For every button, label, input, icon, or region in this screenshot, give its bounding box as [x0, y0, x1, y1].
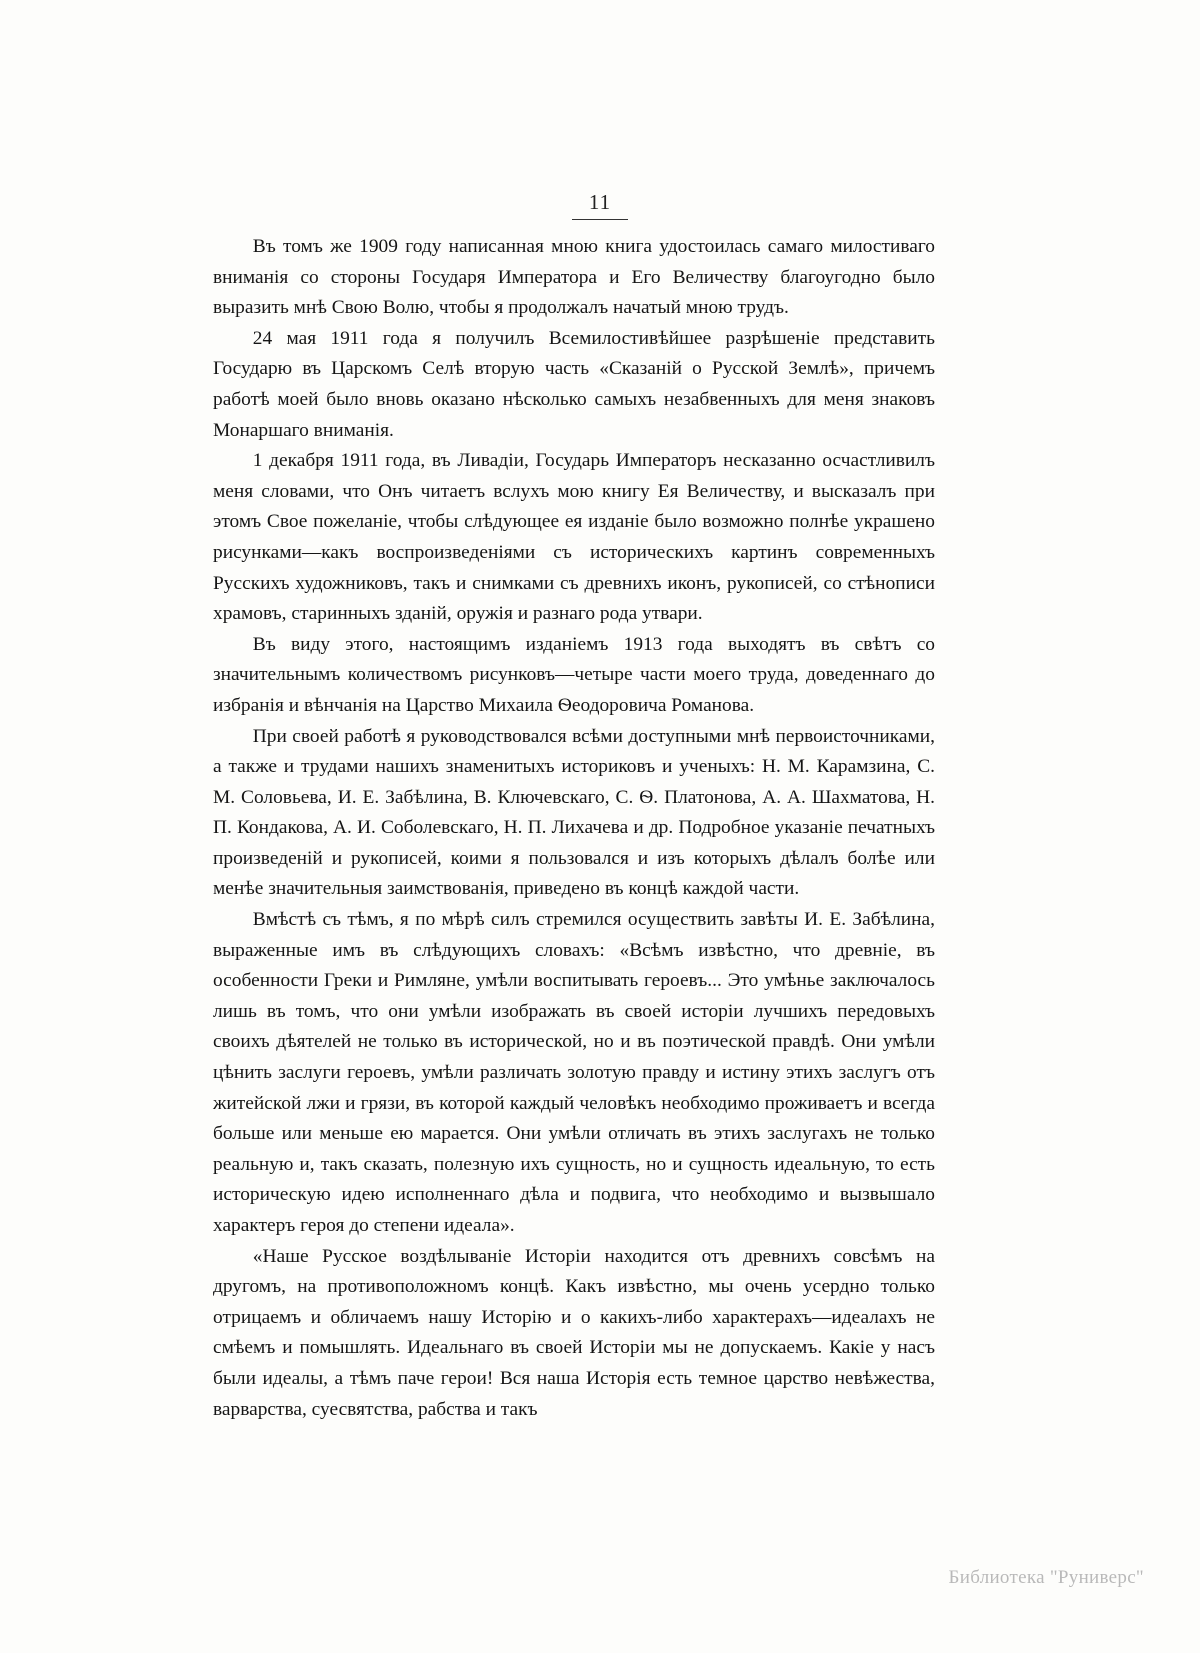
paragraph: 1 декабря 1911 года, въ Ливадіи, Государь Императоръ несказанно осчастливилъ меня словами, что Онъ читаетъ вслухъ мою книгу Ея Величеству, и высказалъ при этомъ Свое пожеланіе, чтобы слѣдующее ея изданіе было возможно полнѣе украшено рисунками—какъ воспроизведеніями съ историческихъ картинъ современныхъ Русскихъ художниковъ, такъ и снимками съ древнихъ иконъ, рукописей, со стѣнописи храмовъ, старинныхъ зданій, оружія и разнаго рода утвари.: [213, 450, 935, 625]
page-body: [213, 232, 935, 1425]
paragraph: Въ томъ же 1909 году написанная мною книга удостоилась самаго милостиваго вниманія со стороны Государя Императора и Его Величеству благоугодно было выразить мнѣ Свою Волю, чтобы я продолжалъ начатый мною трудъ.: [213, 236, 935, 319]
paragraph: При своей работѣ я руководствовался всѣми доступными мнѣ первоисточниками, а также и трудами нашихъ знаменитыхъ историковъ и ученыхъ: Н. М. Карамзина, С. М. Соловьева, И. Е. Забѣлина, В. Ключевскаго, С. Ѳ. Платонова, А. А. Шахматова, Н. П. Кондакова, А. И. Соболевскаго, Н. П. Лихачева и др. Подробное указаніе печатныхъ произведеній и рукописей, коими я пользовался и изъ которыхъ дѣлалъ болѣе или менѣе значительныя заимствованія, приведено въ концѣ каждой части.: [213, 725, 935, 900]
paragraph: Вмѣстѣ съ тѣмъ, я по мѣрѣ силъ стремился осуществить завѣты И. Е. Забѣлина, выраженные имъ въ слѣдующихъ словахъ: «Всѣмъ извѣстно, что древніе, въ особенности Греки и Римляне, умѣли воспитывать героевъ... Это умѣнье заключалось лишь въ томъ, что они умѣли изображать въ своей исторіи лучшихъ передовыхъ своихъ дѣятелей не только въ исторической, но и въ поэтической правдѣ. Они умѣли цѣнить заслуги героевъ, умѣли различать золотую правду и истину этихъ заслугъ отъ житейской лжи и грязи, въ которой каждый человѣкъ необходимо проживаетъ и всегда больше или меньше ею марается. Они умѣли отличать въ этихъ заслугахъ не только реальную и, такъ сказать, полезную ихъ сущность, но и сущность идеальную, то есть историческую идею исполненнаго дѣла и подвига, что необходимо и вызвышало характеръ героя до степени идеала».: [213, 909, 935, 1236]
paragraph: Въ виду этого, настоящимъ изданіемъ 1913 года выходятъ въ свѣтъ со значительнымъ количествомъ рисунковъ—четыре части моего труда, доведеннаго до избранія и вѣнчанія на Царство Михаила Ѳеодоровича Романова.: [213, 633, 935, 716]
page-number: 11: [572, 190, 628, 220]
paragraph: «Наше Русское воздѣлываніе Исторіи находится отъ древнихъ совсѣмъ на другомъ, на противоположномъ концѣ. Какъ извѣстно, мы очень усердно только отрицаемъ и обличаемъ нашу Исторію и о какихъ-либо характерахъ—идеалахъ не смѣемъ и помышлять. Идеальнаго въ своей Исторіи мы не допускаемъ. Какіе у насъ были идеалы, а тѣмъ паче герои! Вся наша Исторія есть темное царство невѣжества, варварства, суесвятства, рабства и такъ: [213, 1245, 935, 1420]
page-header: [0, 190, 1200, 220]
library-watermark: Библиотека "Руниверс": [948, 1567, 1144, 1588]
paragraph: 24 мая 1911 года я получилъ Всемилостивѣйшее разрѣшеніе представить Государю въ Царскомъ Селѣ вторую часть «Сказаній о Русской Землѣ», причемъ работѣ моей было вновь оказано нѣсколько самыхъ незабвенныхъ для меня знаковъ Монаршаго вниманія.: [213, 327, 935, 441]
